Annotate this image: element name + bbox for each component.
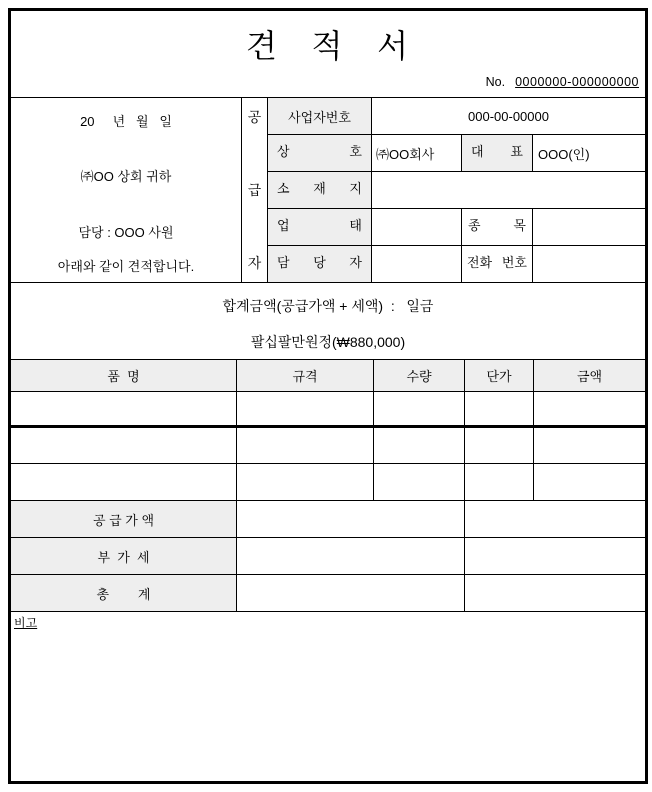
summary-grand-total-value[interactable] — [465, 575, 645, 612]
item-row-1-unit-price[interactable] — [465, 392, 534, 428]
items-header-qty: 수량 — [374, 360, 465, 392]
item-row-2-spec[interactable] — [237, 428, 374, 464]
summary-supply-value[interactable] — [465, 501, 645, 538]
item-row-2-qty[interactable] — [374, 428, 465, 464]
items-header-spec: 규격 — [237, 360, 374, 392]
item-row-2-name[interactable] — [11, 428, 237, 464]
item-row-1-qty[interactable] — [374, 392, 465, 428]
supplier-phone-label: 전화 번호 — [462, 246, 533, 283]
recipient-company[interactable]: ㈜OO 상회 귀하 — [80, 169, 172, 184]
remarks-label: 비고 — [14, 616, 38, 630]
supplier-ceo-label: 대 표 — [462, 135, 533, 172]
supplier-business-type-value[interactable] — [372, 209, 462, 246]
item-row-2-amount[interactable] — [534, 428, 645, 464]
page-title: 견 적 서 — [245, 28, 411, 64]
supplier-strip-char-2: 급 — [247, 182, 262, 198]
supplier-company-value[interactable]: ㈜OO회사 — [372, 135, 462, 172]
summary-vat-mid[interactable] — [237, 538, 465, 575]
supplier-phone-value[interactable] — [533, 246, 645, 283]
items-header-amount: 금액 — [534, 360, 645, 392]
recipient-contact[interactable]: 담당 : OOO 사원 — [78, 225, 174, 240]
supplier-strip — [242, 98, 268, 283]
summary-grand-total-mid[interactable] — [237, 575, 465, 612]
recipient-note: 아래와 같이 견적합니다. — [57, 259, 195, 274]
item-row-3-qty[interactable] — [374, 464, 465, 501]
supplier-item-type-value[interactable] — [533, 209, 645, 246]
supplier-ceo-value[interactable]: OOO(인) — [533, 135, 645, 172]
summary-vat-value[interactable] — [465, 538, 645, 575]
supplier-business-type-label: 업 태 — [268, 209, 372, 246]
quotation-form — [8, 8, 648, 784]
doc-no-value[interactable]: 0000000-000000000 — [515, 75, 639, 89]
summary-supply-mid[interactable] — [237, 501, 465, 538]
supplier-item-type-label: 종 목 — [462, 209, 533, 246]
recipient-block — [11, 98, 242, 283]
total-line1: 합계금액(공급가액 + 세액) : 일금 — [222, 298, 434, 314]
supplier-strip-char-1: 공 — [247, 109, 262, 125]
summary-grand-total-label: 총 계 — [11, 575, 237, 612]
item-row-2-unit-price[interactable] — [465, 428, 534, 464]
item-row-1-name[interactable] — [11, 392, 237, 428]
summary-supply-label: 공 급 가 액 — [11, 501, 237, 538]
doc-no-label: No. — [485, 75, 506, 89]
total-line2: 팔십팔만원정(₩880,000) — [250, 334, 406, 350]
items-header-unit-price: 단가 — [465, 360, 534, 392]
supplier-address-label: 소 재 지 — [268, 172, 372, 209]
item-row-3-unit-price[interactable] — [465, 464, 534, 501]
item-row-1-spec[interactable] — [237, 392, 374, 428]
supplier-manager-value[interactable] — [372, 246, 462, 283]
item-row-3-name[interactable] — [11, 464, 237, 501]
supplier-manager-label: 담 당 자 — [268, 246, 372, 283]
supplier-strip-char-3: 자 — [247, 255, 262, 271]
recipient-date[interactable]: 20 년 월 일 — [80, 114, 172, 129]
total-band — [11, 283, 645, 360]
summary-vat-label: 부 가 세 — [11, 538, 237, 575]
supplier-address-value[interactable] — [372, 172, 645, 209]
doc-no-line — [486, 75, 639, 89]
item-row-1-amount[interactable] — [534, 392, 645, 428]
item-row-3-spec[interactable] — [237, 464, 374, 501]
supplier-company-label: 상 호 — [268, 135, 372, 172]
remarks-area[interactable] — [11, 612, 645, 781]
supplier-business-number-label: 사업자번호 — [268, 98, 372, 135]
supplier-business-number-value[interactable]: 000-00-00000 — [372, 98, 645, 135]
item-row-3-amount[interactable] — [534, 464, 645, 501]
items-header-name: 품 명 — [11, 360, 237, 392]
title-band — [11, 11, 645, 98]
